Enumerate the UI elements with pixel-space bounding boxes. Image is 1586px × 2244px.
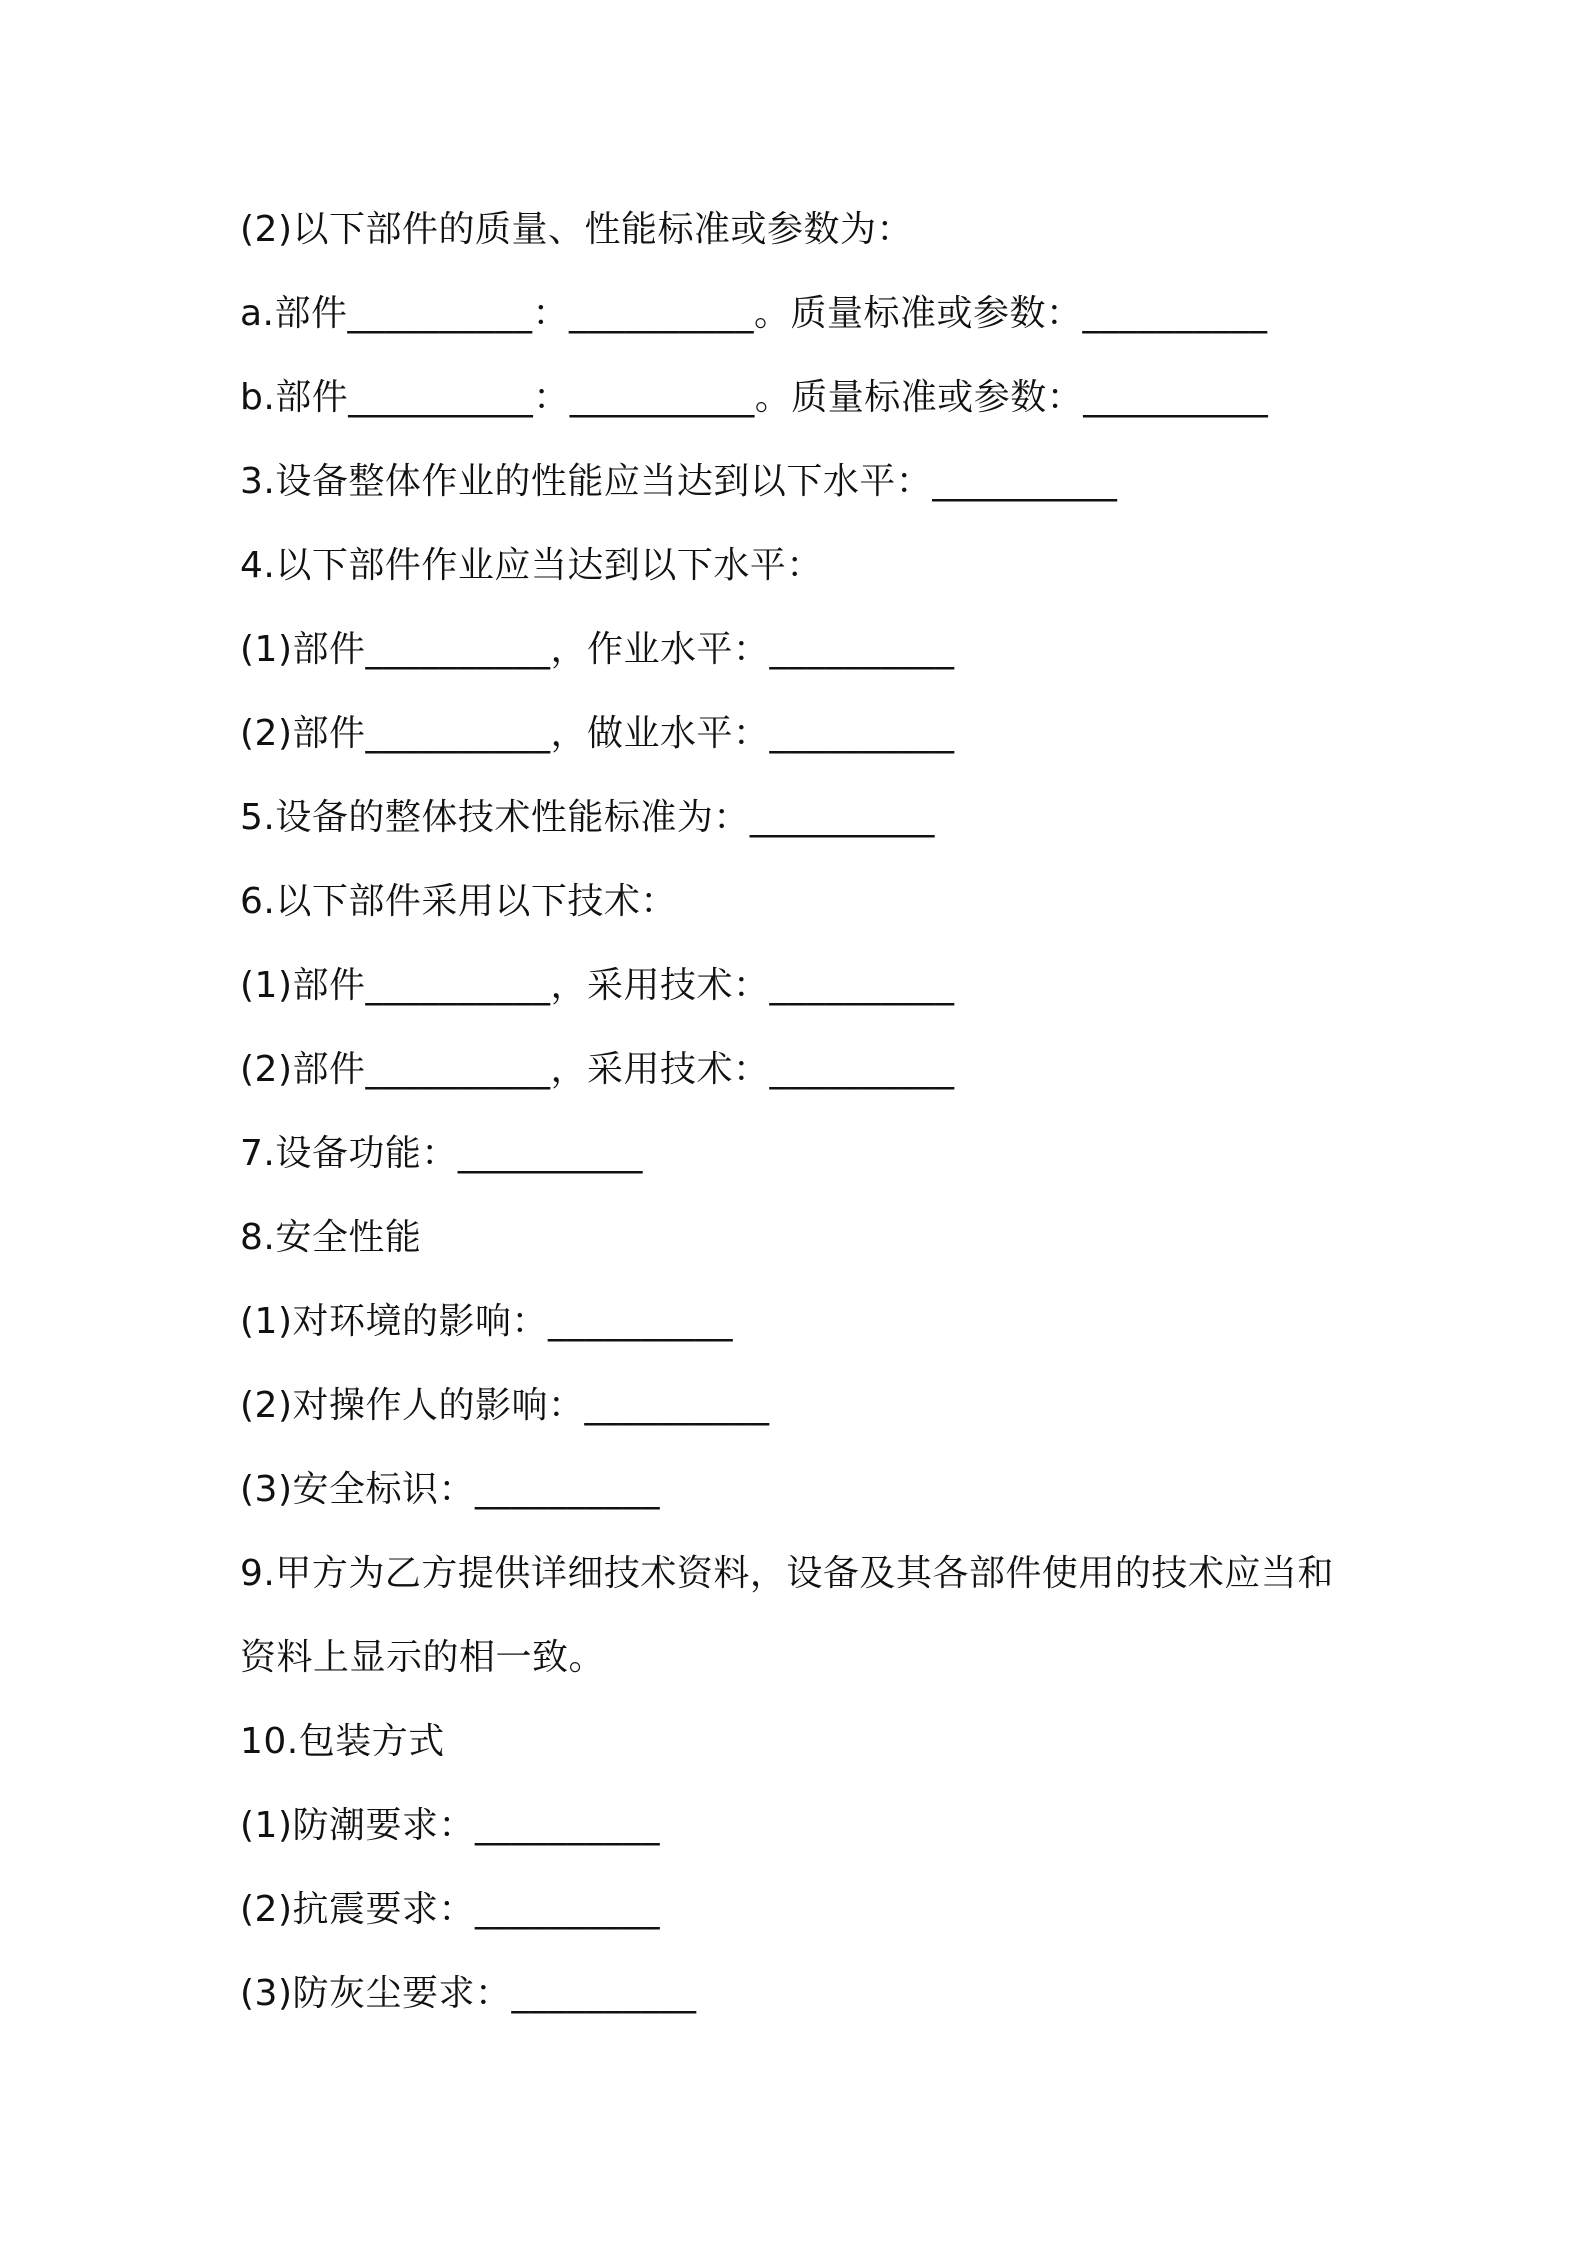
text-line: 9.甲方为乙方提供详细技术资料，设备及其各部件使用的技术应当和 — [240, 1553, 1334, 1594]
text-line: 5.设备的整体技术性能标准为：__________ — [240, 797, 935, 838]
text-line: (1)部件__________，作业水平：__________ — [240, 629, 955, 670]
text-line: 10.包装方式 — [240, 1721, 445, 1762]
text-line: (2)以下部件的质量、性能标准或参数为： — [240, 209, 913, 250]
text-line: 7.设备功能：__________ — [240, 1133, 643, 1174]
text-line: (3)防灰尘要求：__________ — [240, 1973, 697, 2014]
text-line: (1)对环境的影响：__________ — [240, 1301, 733, 1342]
text-line: 4.以下部件作业应当达到以下水平： — [240, 545, 823, 586]
text-line: (2)部件__________，做业水平：__________ — [240, 713, 955, 754]
document-body — [240, 198, 1420, 2046]
text-line: (2)部件__________，采用技术：__________ — [240, 1049, 955, 1090]
text-line: 8.安全性能 — [240, 1217, 422, 1258]
text-line: (1)防潮要求：__________ — [240, 1805, 660, 1846]
text-line: b.部件__________：__________。质量标准或参数：__________ — [240, 377, 1269, 418]
text-line: (3)安全标识：__________ — [240, 1469, 660, 1510]
text-line: 3.设备整体作业的性能应当达到以下水平：__________ — [240, 461, 1118, 502]
text-line: (2)抗震要求：__________ — [240, 1889, 660, 1930]
text-line: a.部件__________：__________。质量标准或参数：__________ — [240, 293, 1268, 334]
text-line: (1)部件__________，采用技术：__________ — [240, 965, 955, 1006]
text-line: 6.以下部件采用以下技术： — [240, 881, 677, 922]
text-line: (2)对操作人的影响：__________ — [240, 1385, 770, 1426]
text-line: 资料上显示的相一致。 — [240, 1637, 606, 1678]
